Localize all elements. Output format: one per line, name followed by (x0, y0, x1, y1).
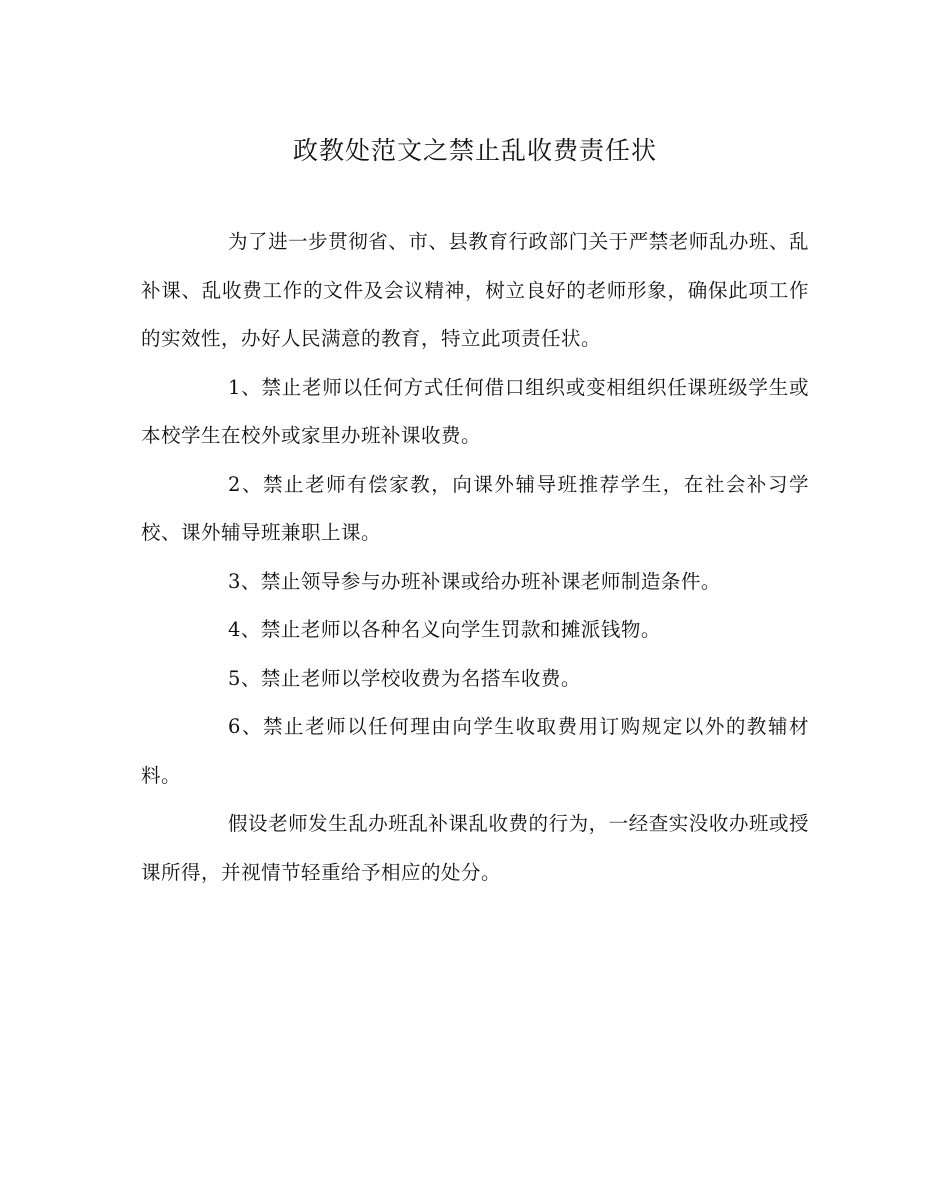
rule-item-3: 3、禁止领导参与办班补课或给办班补课老师制造条件。 (228, 569, 721, 593)
penalty-paragraph: 假设老师发生乱办班乱补课乱收费的行为，一经查实没收办班或授课所得，并视情节轻重给予相应的处分。 (141, 812, 809, 884)
rule-item-6: 6、禁止老师以任何理由向学生收取费用订购规定以外的教辅材料。 (141, 715, 809, 787)
intro-paragraph: 为了进一步贯彻省、市、县教育行政部门关于严禁老师乱办班、乱补课、乱收费工作的文件及会议精神，树立良好的老师形象，确保此项工作的实效性，办好人民满意的教育，特立此项责任状。 (141, 230, 809, 350)
rule-item-5: 5、禁止老师以学校收费为名搭车收费。 (228, 666, 581, 690)
document-title: 政教处范文之禁止乱收费责任状 (292, 136, 657, 165)
document-body (141, 218, 809, 897)
rule-item-2: 2、禁止老师有偿家教，向课外辅导班推荐学生，在社会补习学校、课外辅导班兼职上课。 (141, 472, 809, 544)
rule-item-1: 1、禁止老师以任何方式任何借口组织或变相组织任课班级学生或本校学生在校外或家里办班补课收费。 (141, 375, 809, 447)
rule-item-4: 4、禁止老师以各种名义向学生罚款和摊派钱物。 (228, 618, 661, 641)
